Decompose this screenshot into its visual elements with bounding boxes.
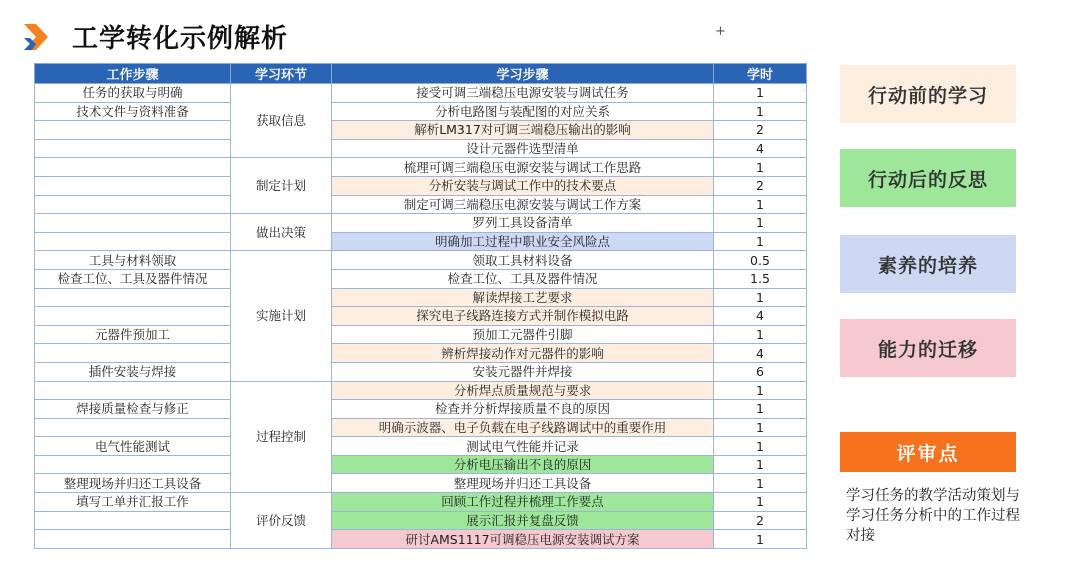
learning-step-cell: 预加工元器件引脚: [332, 325, 714, 344]
header-learning-phase: 学习环节: [231, 64, 332, 84]
learning-step-cell: 罗列工具设备清单: [332, 214, 714, 233]
learning-step-cell: 梳理可调三端稳压电源安装与调试工作思路: [332, 158, 714, 177]
hours-cell: 1: [714, 158, 807, 177]
learning-phase-cell: 获取信息: [231, 84, 332, 158]
learning-phase-cell: 评价反馈: [231, 493, 332, 549]
table-row: [35, 418, 807, 437]
hours-cell: 1: [714, 400, 807, 419]
work-step-cell: [35, 121, 231, 140]
learning-step-cell: 分析安装与调试工作中的技术要点: [332, 176, 714, 195]
review-note: 学习任务的教学活动策划与学习任务分析中的工作过程对接: [846, 488, 1020, 544]
learning-phase-cell: 实施计划: [231, 251, 332, 381]
learning-step-cell: 分析电压输出不良的原因: [332, 455, 714, 474]
work-step-cell: [35, 139, 231, 158]
table-row: [35, 511, 807, 530]
work-step-cell: 任务的获取与明确: [35, 84, 231, 103]
table-row: [35, 400, 807, 419]
work-step-cell: 电气性能测试: [35, 437, 231, 456]
table-row: [35, 214, 807, 233]
work-step-cell: [35, 176, 231, 195]
table-row: [35, 455, 807, 474]
table-row: [35, 121, 807, 140]
hours-cell: 1.5: [714, 269, 807, 288]
work-step-cell: 插件安装与焊接: [35, 362, 231, 381]
work-step-cell: [35, 214, 231, 233]
work-step-cell: [35, 232, 231, 251]
learning-step-cell: 明确示波器、电子负载在电子线路调试中的重要作用: [332, 418, 714, 437]
work-step-cell: [35, 307, 231, 326]
legend-after-reflection: 行动后的反思: [840, 149, 1016, 207]
hours-cell: 1: [714, 102, 807, 121]
legend-before-action: 行动前的学习: [840, 65, 1016, 123]
work-step-cell: 填写工单并汇报工作: [35, 493, 231, 512]
table-row: [35, 102, 807, 121]
hours-cell: 1: [714, 455, 807, 474]
table-row: [35, 195, 807, 214]
hours-cell: 2: [714, 176, 807, 195]
table-row: [35, 158, 807, 177]
table-row: [35, 269, 807, 288]
header-hours: 学时: [714, 64, 807, 84]
table-row: [35, 232, 807, 251]
learning-phase-cell: 制定计划: [231, 158, 332, 214]
learning-step-cell: 领取工具材料设备: [332, 251, 714, 270]
table-row: [35, 530, 807, 549]
table-row: [35, 176, 807, 195]
work-step-cell: 元器件预加工: [35, 325, 231, 344]
table-row: [35, 362, 807, 381]
legend-literacy: 素养的培养: [840, 235, 1016, 293]
table-row: [35, 307, 807, 326]
hours-cell: 4: [714, 307, 807, 326]
table-row: [35, 84, 807, 103]
hours-cell: 2: [714, 511, 807, 530]
legend-transfer: 能力的迁移: [840, 319, 1016, 377]
table-row: [35, 139, 807, 158]
learning-step-cell: 明确加工过程中职业安全风险点: [332, 232, 714, 251]
table-header-row: [35, 64, 807, 84]
learning-step-cell: 解读焊接工艺要求: [332, 288, 714, 307]
table-row: [35, 288, 807, 307]
table-row: [35, 344, 807, 363]
header-work-step: 工作步骤: [35, 64, 231, 84]
work-step-cell: 整理现场并归还工具设备: [35, 474, 231, 493]
header-learning-step: 学习步骤: [332, 64, 714, 84]
work-step-cell: 工具与材料领取: [35, 251, 231, 270]
hours-cell: 0.5: [714, 251, 807, 270]
work-step-cell: [35, 158, 231, 177]
hours-cell: 1: [714, 195, 807, 214]
learning-step-cell: 整理现场并归还工具设备: [332, 474, 714, 493]
hours-cell: 1: [714, 418, 807, 437]
work-step-cell: 焊接质量检查与修正: [35, 400, 231, 419]
work-step-cell: [35, 455, 231, 474]
learning-phase-cell: 过程控制: [231, 381, 332, 493]
work-step-cell: 技术文件与资料准备: [35, 102, 231, 121]
work-step-cell: [35, 530, 231, 549]
learning-step-cell: 回顾工作过程并梳理工作要点: [332, 493, 714, 512]
table-row: [35, 251, 807, 270]
learning-phase-cell: 做出决策: [231, 214, 332, 251]
work-step-cell: [35, 195, 231, 214]
brand-chevron-logo: [22, 22, 52, 52]
learning-step-cell: 接受可调三端稳压电源安装与调试任务: [332, 84, 714, 103]
learning-step-cell: 制定可调三端稳压电源安装与调试工作方案: [332, 195, 714, 214]
hours-cell: 2: [714, 121, 807, 140]
review-point-badge: 评审点: [840, 432, 1016, 472]
hours-cell: 1: [714, 474, 807, 493]
hours-cell: 1: [714, 214, 807, 233]
table-row: [35, 325, 807, 344]
learning-step-cell: 分析电路图与装配图的对应关系: [332, 102, 714, 121]
table-row: [35, 381, 807, 400]
work-step-cell: [35, 511, 231, 530]
learning-step-cell: 测试电气性能并记录: [332, 437, 714, 456]
hours-cell: 1: [714, 437, 807, 456]
table-row: [35, 474, 807, 493]
work-step-cell: 检查工位、工具及器件情况: [35, 269, 231, 288]
hours-cell: 1: [714, 530, 807, 549]
hours-cell: 1: [714, 381, 807, 400]
hours-cell: 4: [714, 344, 807, 363]
learning-step-cell: 辨析焊接动作对元器件的影响: [332, 344, 714, 363]
hours-cell: 1: [714, 325, 807, 344]
learning-step-cell: 研讨AMS1117可调稳压电源安装调试方案: [332, 530, 714, 549]
learning-step-cell: 解析LM317对可调三端稳压输出的影响: [332, 121, 714, 140]
learning-step-cell: 分析焊点质量规范与要求: [332, 381, 714, 400]
work-step-cell: [35, 344, 231, 363]
work-step-cell: [35, 288, 231, 307]
learning-step-cell: 探究电子线路连接方式并制作模拟电路: [332, 307, 714, 326]
learning-step-cell: 安装元器件并焊接: [332, 362, 714, 381]
process-table: [34, 63, 807, 549]
work-step-cell: [35, 381, 231, 400]
work-step-cell: [35, 418, 231, 437]
hours-cell: 4: [714, 139, 807, 158]
cursor-crosshair-icon: +: [715, 24, 726, 39]
learning-step-cell: 检查工位、工具及器件情况: [332, 269, 714, 288]
hours-cell: 6: [714, 362, 807, 381]
learning-step-cell: 展示汇报并复盘反馈: [332, 511, 714, 530]
hours-cell: 1: [714, 493, 807, 512]
learning-step-cell: 设计元器件选型清单: [332, 139, 714, 158]
page-title: 工学转化示例解析: [72, 24, 289, 54]
table-row: [35, 493, 807, 512]
table-row: [35, 437, 807, 456]
hours-cell: 1: [714, 288, 807, 307]
learning-step-cell: 检查并分析焊接质量不良的原因: [332, 400, 714, 419]
hours-cell: 1: [714, 232, 807, 251]
hours-cell: 1: [714, 84, 807, 103]
